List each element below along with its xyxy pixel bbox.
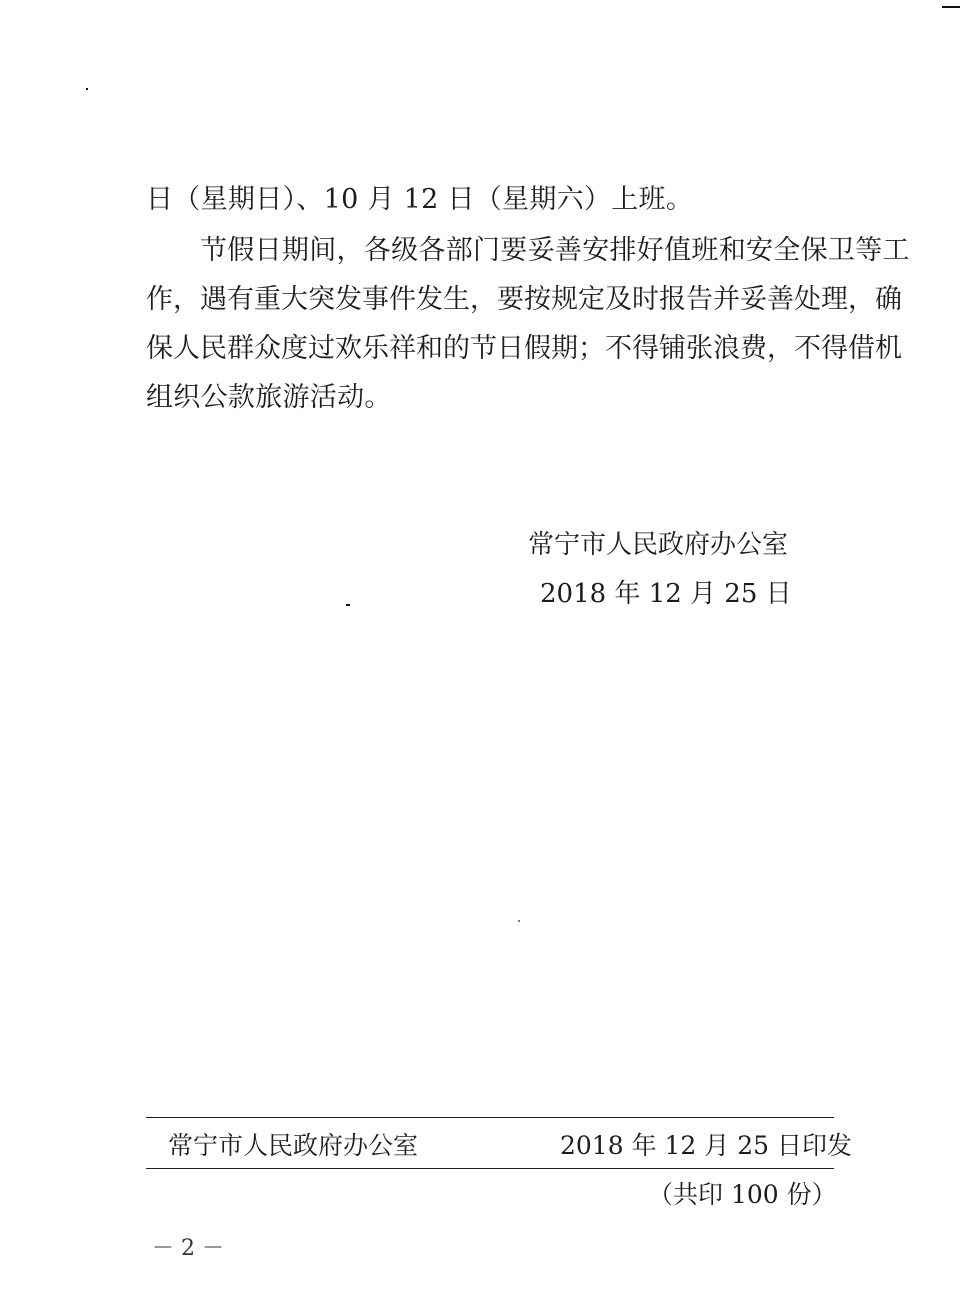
signature-date: 2018 年 12 月 25 日 (540, 579, 792, 609)
paragraph-2-line-2: 作，遇有重大突发事件发生，要按规定及时报告并妥善处理，确 (146, 284, 902, 315)
scan-mark-top-right (942, 6, 960, 8)
page-number: － 2 － (152, 1236, 224, 1261)
paragraph-1-line-1: 日（星期日）、10 月 12 日（星期六）上班。 (146, 184, 694, 215)
signature-issuer: 常宁市人民政府办公室 (528, 530, 789, 560)
footer-print-date: 2018 年 12 月 25 日印发 (560, 1131, 852, 1160)
footer-issuer: 常宁市人民政府办公室 (168, 1131, 419, 1160)
paragraph-2-line-3: 保人民群众度过欢乐祥和的节日假期；不得铺张浪费，不得借机 (146, 333, 902, 364)
scan-dot (518, 920, 520, 922)
footer-top-rule (146, 1117, 834, 1118)
footer-copies: （共印 100 份） (648, 1180, 837, 1209)
footer-bottom-rule (146, 1168, 834, 1169)
scan-dot (86, 88, 88, 90)
paragraph-2-line-4: 组织公款旅游活动。 (146, 382, 392, 413)
paragraph-2-line-1: 节假日期间，各级各部门要妥善安排好值班和安全保卫等工 (200, 235, 910, 266)
scan-dot (346, 604, 350, 606)
